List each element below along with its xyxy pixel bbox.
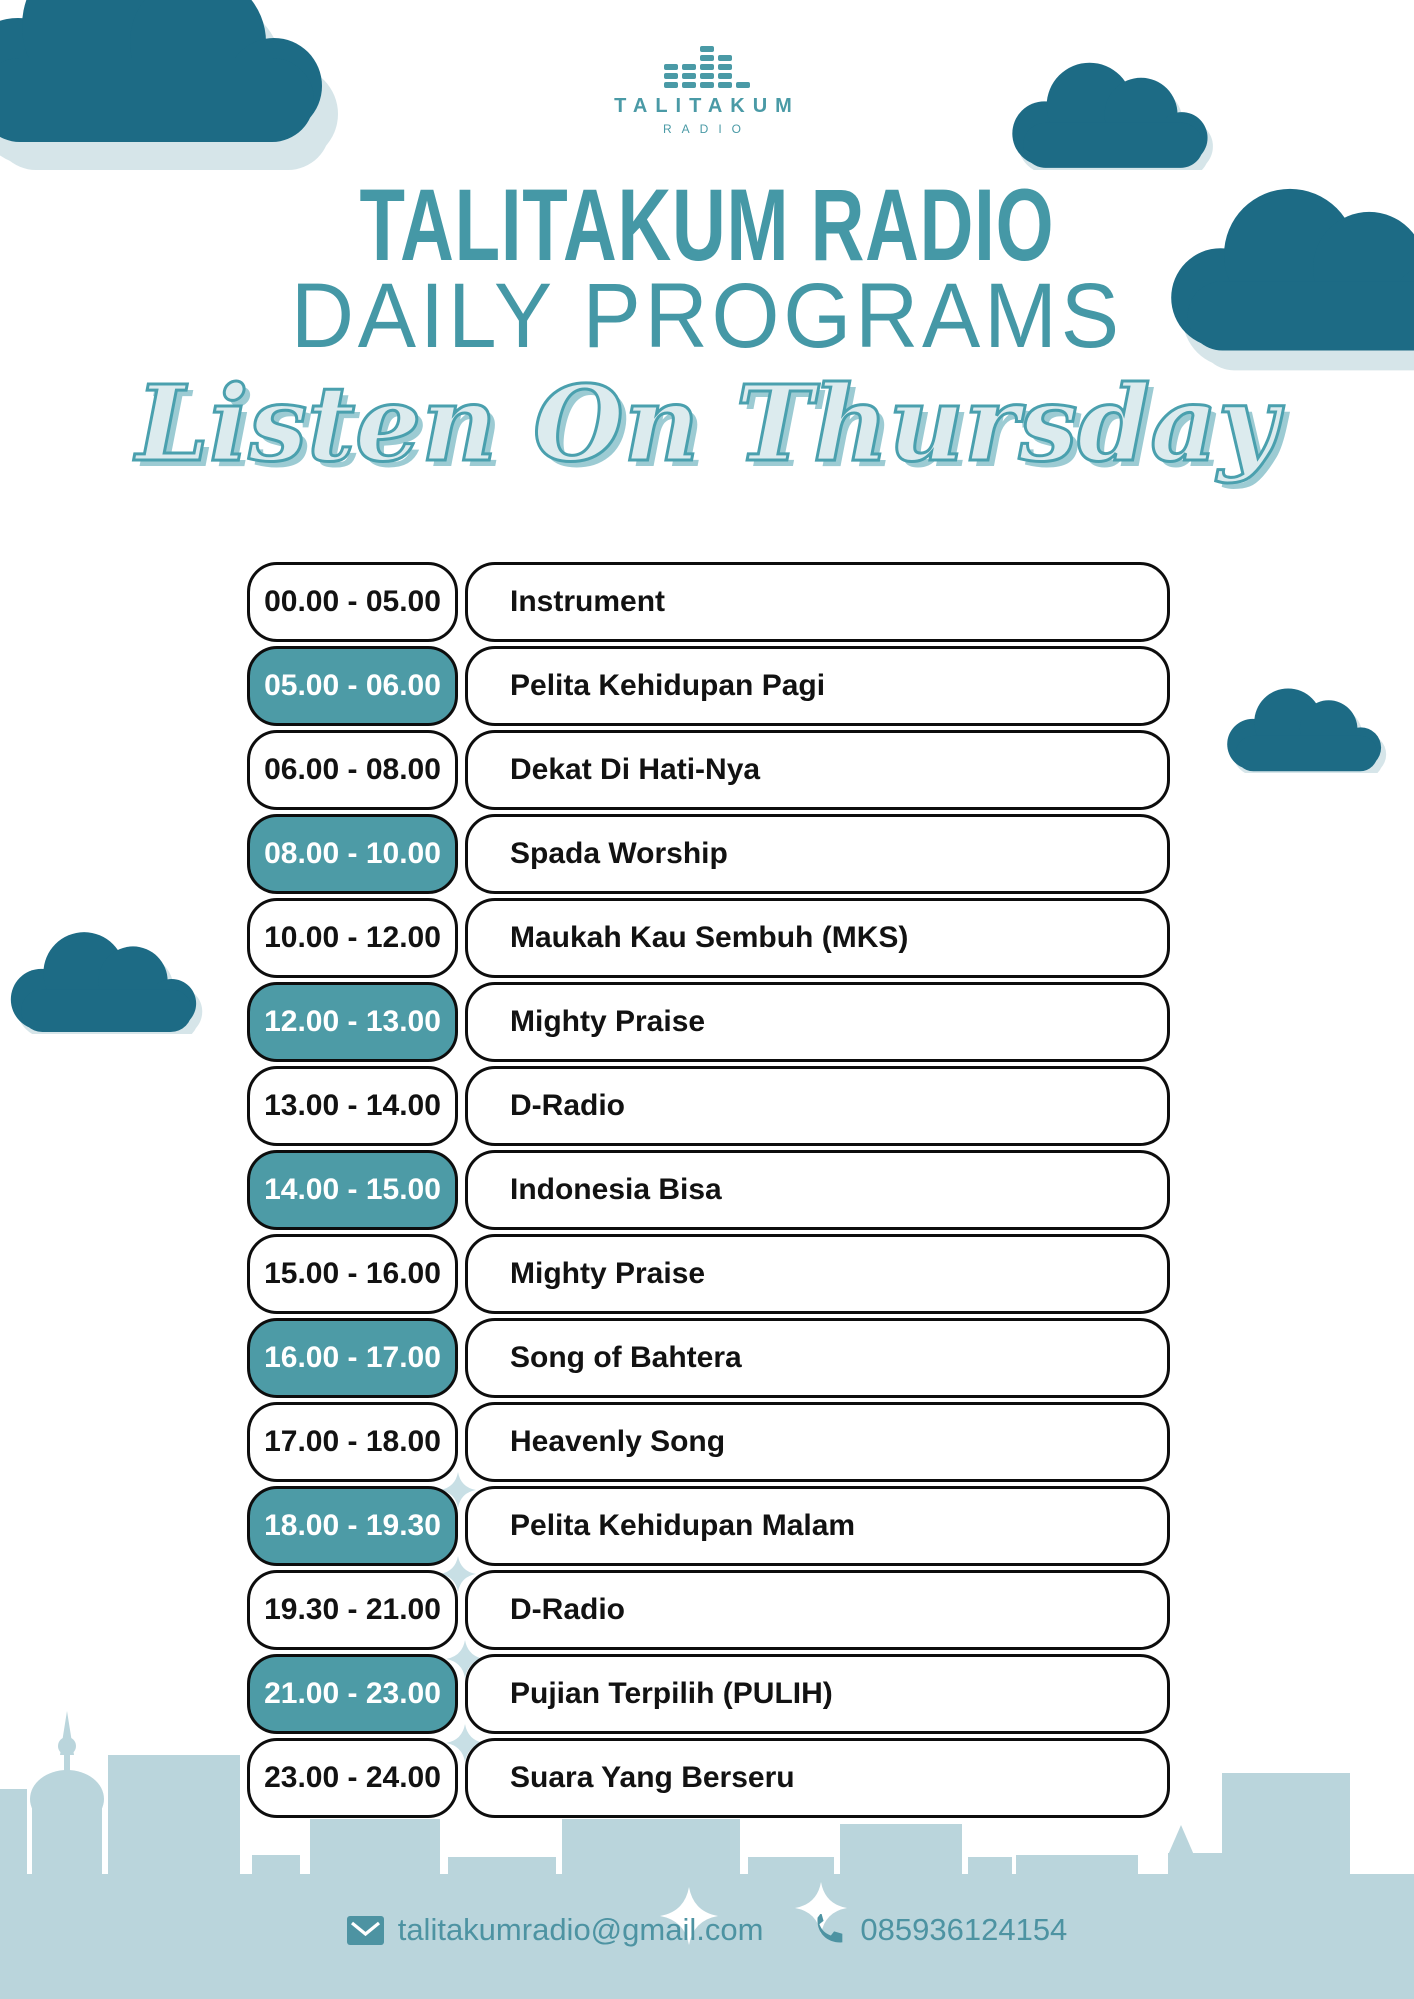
time-pill: 14.00 - 15.00 <box>247 1150 458 1230</box>
schedule-row <box>247 730 1170 810</box>
email-text: talitakumradio@gmail.com <box>397 1912 764 1947</box>
logo-name: TALITAKUM <box>614 95 800 117</box>
time-pill: 00.00 - 05.00 <box>247 562 458 642</box>
schedule-row <box>247 1150 1170 1230</box>
program-pill: D-Radio <box>465 1570 1170 1650</box>
program-pill: Indonesia Bisa <box>465 1150 1170 1230</box>
cloud-left-middle-icon <box>2 922 207 1034</box>
schedule-row <box>247 1570 1170 1650</box>
schedule-row <box>247 898 1170 978</box>
program-pill: Instrument <box>465 562 1170 642</box>
time-pill: 05.00 - 06.00 <box>247 646 458 726</box>
schedule-row <box>247 646 1170 726</box>
time-pill: 23.00 - 24.00 <box>247 1738 458 1818</box>
envelope-icon <box>347 1916 384 1945</box>
schedule-row <box>247 1654 1170 1734</box>
program-pill: Mighty Praise <box>465 1234 1170 1314</box>
schedule-row <box>247 1234 1170 1314</box>
time-pill: 12.00 - 13.00 <box>247 982 458 1062</box>
time-pill: 10.00 - 12.00 <box>247 898 458 978</box>
program-pill: Dekat Di Hati-Nya <box>465 730 1170 810</box>
schedule <box>247 562 1170 1822</box>
time-pill: 06.00 - 08.00 <box>247 730 458 810</box>
schedule-row <box>247 1402 1170 1482</box>
schedule-row <box>247 1318 1170 1398</box>
schedule-row <box>247 562 1170 642</box>
schedule-row <box>247 1738 1170 1818</box>
time-pill: 18.00 - 19.30 <box>247 1486 458 1566</box>
program-pill: Song of Bahtera <box>465 1318 1170 1398</box>
time-pill: 13.00 - 14.00 <box>247 1066 458 1146</box>
phone-icon <box>813 1914 846 1947</box>
program-pill: Spada Worship <box>465 814 1170 894</box>
logo-subtitle: RADIO <box>662 122 751 136</box>
day-tagline: Listen On Thursday <box>135 362 1279 485</box>
program-pill: D-Radio <box>465 1066 1170 1146</box>
cloud-right-middle-icon <box>1220 680 1390 773</box>
time-pill: 21.00 - 23.00 <box>247 1654 458 1734</box>
schedule-row <box>247 814 1170 894</box>
program-pill: Heavenly Song <box>465 1402 1170 1482</box>
schedule-row <box>247 1066 1170 1146</box>
program-pill: Pelita Kehidupan Pagi <box>465 646 1170 726</box>
program-pill: Pujian Terpilih (PULIH) <box>465 1654 1170 1734</box>
program-pill: Mighty Praise <box>465 982 1170 1062</box>
time-pill: 08.00 - 10.00 <box>247 814 458 894</box>
time-pill: 15.00 - 16.00 <box>247 1234 458 1314</box>
time-pill: 16.00 - 17.00 <box>247 1318 458 1398</box>
time-pill: 19.30 - 21.00 <box>247 1570 458 1650</box>
schedule-row <box>247 1486 1170 1566</box>
footer-contacts <box>0 1912 1414 1948</box>
equalizer-icon <box>664 36 750 88</box>
logo <box>0 36 1414 136</box>
program-pill: Maukah Kau Sembuh (MKS) <box>465 898 1170 978</box>
phone-text: 085936124154 <box>860 1912 1068 1947</box>
page-title: TALITAKUM RADIO <box>359 168 1055 282</box>
time-pill: 17.00 - 18.00 <box>247 1402 458 1482</box>
program-pill: Pelita Kehidupan Malam <box>465 1486 1170 1566</box>
schedule-row <box>247 982 1170 1062</box>
program-pill: Suara Yang Berseru <box>465 1738 1170 1818</box>
page-subtitle: DAILY PROGRAMS <box>291 265 1123 367</box>
